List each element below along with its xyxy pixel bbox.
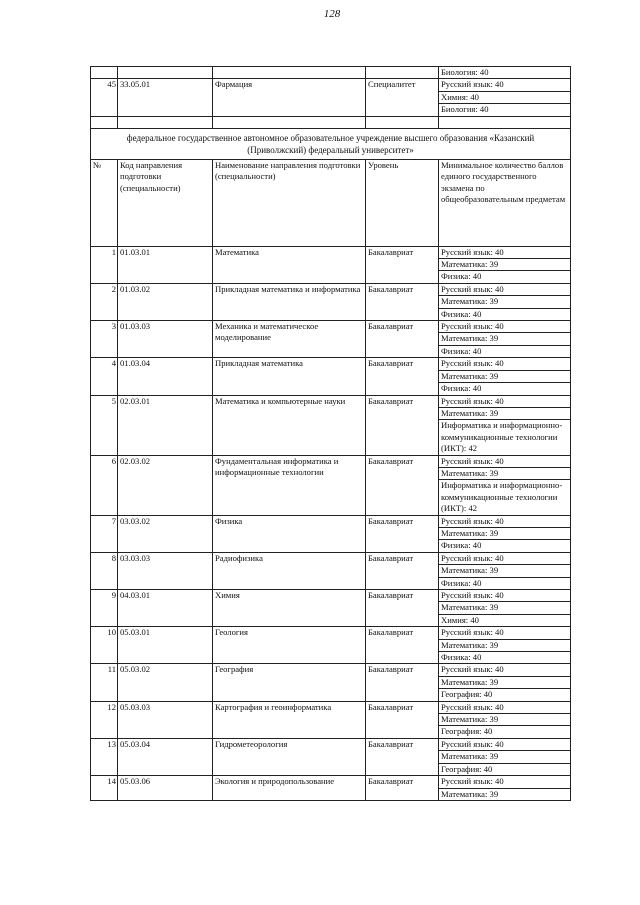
- row-subjects: [439, 67, 571, 79]
- row-code: 04.03.01: [118, 590, 213, 627]
- row-code: 33.05.01: [118, 79, 213, 116]
- row-code: 01.03.02: [118, 283, 213, 320]
- row-number: 6: [91, 455, 118, 515]
- row-name: [213, 67, 366, 79]
- header-row: [91, 159, 571, 246]
- subject-score: Физика: 40: [439, 539, 570, 551]
- row-subjects: [439, 283, 571, 320]
- subject-score: Физика: 40: [439, 382, 570, 394]
- row-level: Бакалавриат: [366, 455, 439, 515]
- subject-score: Математика: 39: [439, 713, 570, 725]
- table-row: [91, 67, 571, 79]
- table-row: [91, 552, 571, 589]
- row-code: 02.03.02: [118, 455, 213, 515]
- subject-score: Русский язык: 40: [441, 664, 504, 675]
- subject-score: Русский язык: 40: [441, 321, 504, 332]
- table-row: [91, 515, 571, 552]
- subject-score: Русский язык: 40: [441, 246, 504, 257]
- subject-score: Математика: 39: [439, 467, 570, 479]
- subject-score: Информатика и информационно-коммуникационные технологии (ИКТ): 42: [439, 479, 570, 514]
- subject-score: Информатика и информационно-коммуникационные технологии (ИКТ): 42: [439, 419, 570, 454]
- subject-score: Химия: 40: [439, 614, 570, 626]
- row-code: 03.03.02: [118, 515, 213, 552]
- row-level: Бакалавриат: [366, 283, 439, 320]
- row-level: Бакалавриат: [366, 627, 439, 664]
- row-level: Бакалавриат: [366, 738, 439, 775]
- subject-score: Химия: 40: [439, 91, 570, 103]
- row-name: Математика и компьютерные науки: [213, 395, 366, 455]
- subject-score: География: 40: [439, 725, 570, 737]
- row-number: 14: [91, 776, 118, 801]
- header-name: Наименование направления подготовки (специальности): [213, 159, 366, 246]
- university-name: федеральное государственное автономное образовательное учреждение высшего образования «Казанский (Приволжский) федеральный университет»: [91, 128, 571, 159]
- table-row: [91, 395, 571, 455]
- header-level: Уровень: [366, 159, 439, 246]
- row-level: Бакалавриат: [366, 321, 439, 358]
- table-row: [91, 358, 571, 395]
- row-subjects: [439, 358, 571, 395]
- row-number: 5: [91, 395, 118, 455]
- subject-score: Русский язык: 40: [441, 701, 504, 712]
- row-code: 05.03.06: [118, 776, 213, 801]
- row-name: Геология: [213, 627, 366, 664]
- row-number: 3: [91, 321, 118, 358]
- row-code: 05.03.01: [118, 627, 213, 664]
- row-number: 2: [91, 283, 118, 320]
- table-row: [91, 776, 571, 801]
- row-name: Экология и природопользование: [213, 776, 366, 801]
- row-subjects: [439, 455, 571, 515]
- subject-score: Биология: 40: [441, 67, 489, 77]
- row-subjects: [439, 79, 571, 116]
- table-row: [91, 738, 571, 775]
- admission-scores-table: [90, 66, 571, 801]
- row-code: 01.03.03: [118, 321, 213, 358]
- subject-score: География: 40: [439, 688, 570, 700]
- row-number: 9: [91, 590, 118, 627]
- row-subjects: [439, 395, 571, 455]
- row-subjects: [439, 246, 571, 283]
- subject-score: Математика: 39: [439, 407, 570, 419]
- row-name: Химия: [213, 590, 366, 627]
- row-subjects: [439, 590, 571, 627]
- subject-score: География: 40: [439, 763, 570, 775]
- subject-score: Физика: 40: [439, 651, 570, 663]
- row-number: 4: [91, 358, 118, 395]
- subject-score: Физика: 40: [439, 270, 570, 282]
- row-level: Бакалавриат: [366, 701, 439, 738]
- row-name: Радиофизика: [213, 552, 366, 589]
- subject-score: Математика: 39: [439, 332, 570, 344]
- subject-score: Математика: 39: [439, 639, 570, 651]
- row-number: 13: [91, 738, 118, 775]
- table-row: [91, 701, 571, 738]
- spacer-row: [91, 116, 571, 128]
- row-number: 1: [91, 246, 118, 283]
- row-name: География: [213, 664, 366, 701]
- table-row: [91, 321, 571, 358]
- row-number: 11: [91, 664, 118, 701]
- subject-score: Русский язык: 40: [441, 776, 504, 787]
- row-number: 10: [91, 627, 118, 664]
- subject-score: Русский язык: 40: [441, 738, 504, 749]
- row-level: Бакалавриат: [366, 358, 439, 395]
- university-row: [91, 128, 571, 159]
- row-level: Бакалавриат: [366, 246, 439, 283]
- row-number: [91, 67, 118, 79]
- table-row: [91, 246, 571, 283]
- row-subjects: [439, 627, 571, 664]
- row-subjects: [439, 701, 571, 738]
- subject-score: Математика: 39: [439, 564, 570, 576]
- subject-score: Русский язык: 40: [441, 552, 504, 563]
- table-row: [91, 455, 571, 515]
- row-code: 01.03.01: [118, 246, 213, 283]
- header-no: №: [91, 159, 118, 246]
- row-level: Бакалавриат: [366, 552, 439, 589]
- subject-score: Биология: 40: [439, 103, 570, 115]
- subject-score: Математика: 39: [439, 295, 570, 307]
- table-row: [91, 590, 571, 627]
- row-code: 05.03.03: [118, 701, 213, 738]
- subject-score: Математика: 39: [439, 750, 570, 762]
- subject-score: Математика: 39: [439, 601, 570, 613]
- subject-score: Математика: 39: [439, 527, 570, 539]
- row-name: Прикладная математика и информатика: [213, 283, 366, 320]
- subject-score: Русский язык: 40: [441, 627, 504, 638]
- subject-score: Физика: 40: [439, 345, 570, 357]
- row-name: Физика: [213, 515, 366, 552]
- row-name: Прикладная математика: [213, 358, 366, 395]
- row-code: 05.03.04: [118, 738, 213, 775]
- row-subjects: [439, 776, 571, 801]
- row-name: Фундаментальная информатика и информационные технологии: [213, 455, 366, 515]
- row-level: [366, 67, 439, 79]
- subject-score: Русский язык: 40: [441, 358, 504, 369]
- row-level: Бакалавриат: [366, 664, 439, 701]
- subject-score: Математика: 39: [439, 676, 570, 688]
- row-subjects: [439, 321, 571, 358]
- row-subjects: [439, 552, 571, 589]
- row-level: Бакалавриат: [366, 776, 439, 801]
- row-subjects: [439, 515, 571, 552]
- row-code: 01.03.04: [118, 358, 213, 395]
- table-row: [91, 79, 571, 116]
- subject-score: Математика: 39: [439, 370, 570, 382]
- table-row: [91, 627, 571, 664]
- table-row: [91, 283, 571, 320]
- row-number: 45: [91, 79, 118, 116]
- row-code: 03.03.03: [118, 552, 213, 589]
- row-code: 05.03.02: [118, 664, 213, 701]
- row-level: Специалитет: [366, 79, 439, 116]
- row-level: Бакалавриат: [366, 395, 439, 455]
- subject-score: Русский язык: 40: [441, 515, 504, 526]
- row-code: 02.03.01: [118, 395, 213, 455]
- subject-score: Математика: 39: [439, 788, 570, 800]
- row-number: 7: [91, 515, 118, 552]
- row-level: Бакалавриат: [366, 515, 439, 552]
- row-name: Картография и геоинформатика: [213, 701, 366, 738]
- page-number: 128: [323, 8, 341, 20]
- row-number: 12: [91, 701, 118, 738]
- header-subjects: Минимальное количество баллов единого государственного экзамена по общеобразовательным предметам: [439, 159, 571, 246]
- row-name: Механика и математическое моделирование: [213, 321, 366, 358]
- row-code: [118, 67, 213, 79]
- row-level: Бакалавриат: [366, 590, 439, 627]
- subject-score: Физика: 40: [439, 577, 570, 589]
- subject-score: Русский язык: 40: [441, 455, 504, 466]
- row-number: 8: [91, 552, 118, 589]
- row-name: Математика: [213, 246, 366, 283]
- row-subjects: [439, 664, 571, 701]
- row-subjects: [439, 738, 571, 775]
- row-name: Фармация: [213, 79, 366, 116]
- subject-score: Русский язык: 40: [441, 590, 504, 600]
- subject-score: Физика: 40: [439, 308, 570, 320]
- subject-score: Математика: 39: [439, 258, 570, 270]
- header-code: Код направления подготовки (специальности): [118, 159, 213, 246]
- table-body: [91, 67, 571, 801]
- table-row: [91, 664, 571, 701]
- subject-score: Русский язык: 40: [441, 79, 504, 90]
- subject-score: Русский язык: 40: [441, 283, 504, 294]
- row-name: Гидрометеорология: [213, 738, 366, 775]
- subject-score: Русский язык: 40: [441, 395, 504, 406]
